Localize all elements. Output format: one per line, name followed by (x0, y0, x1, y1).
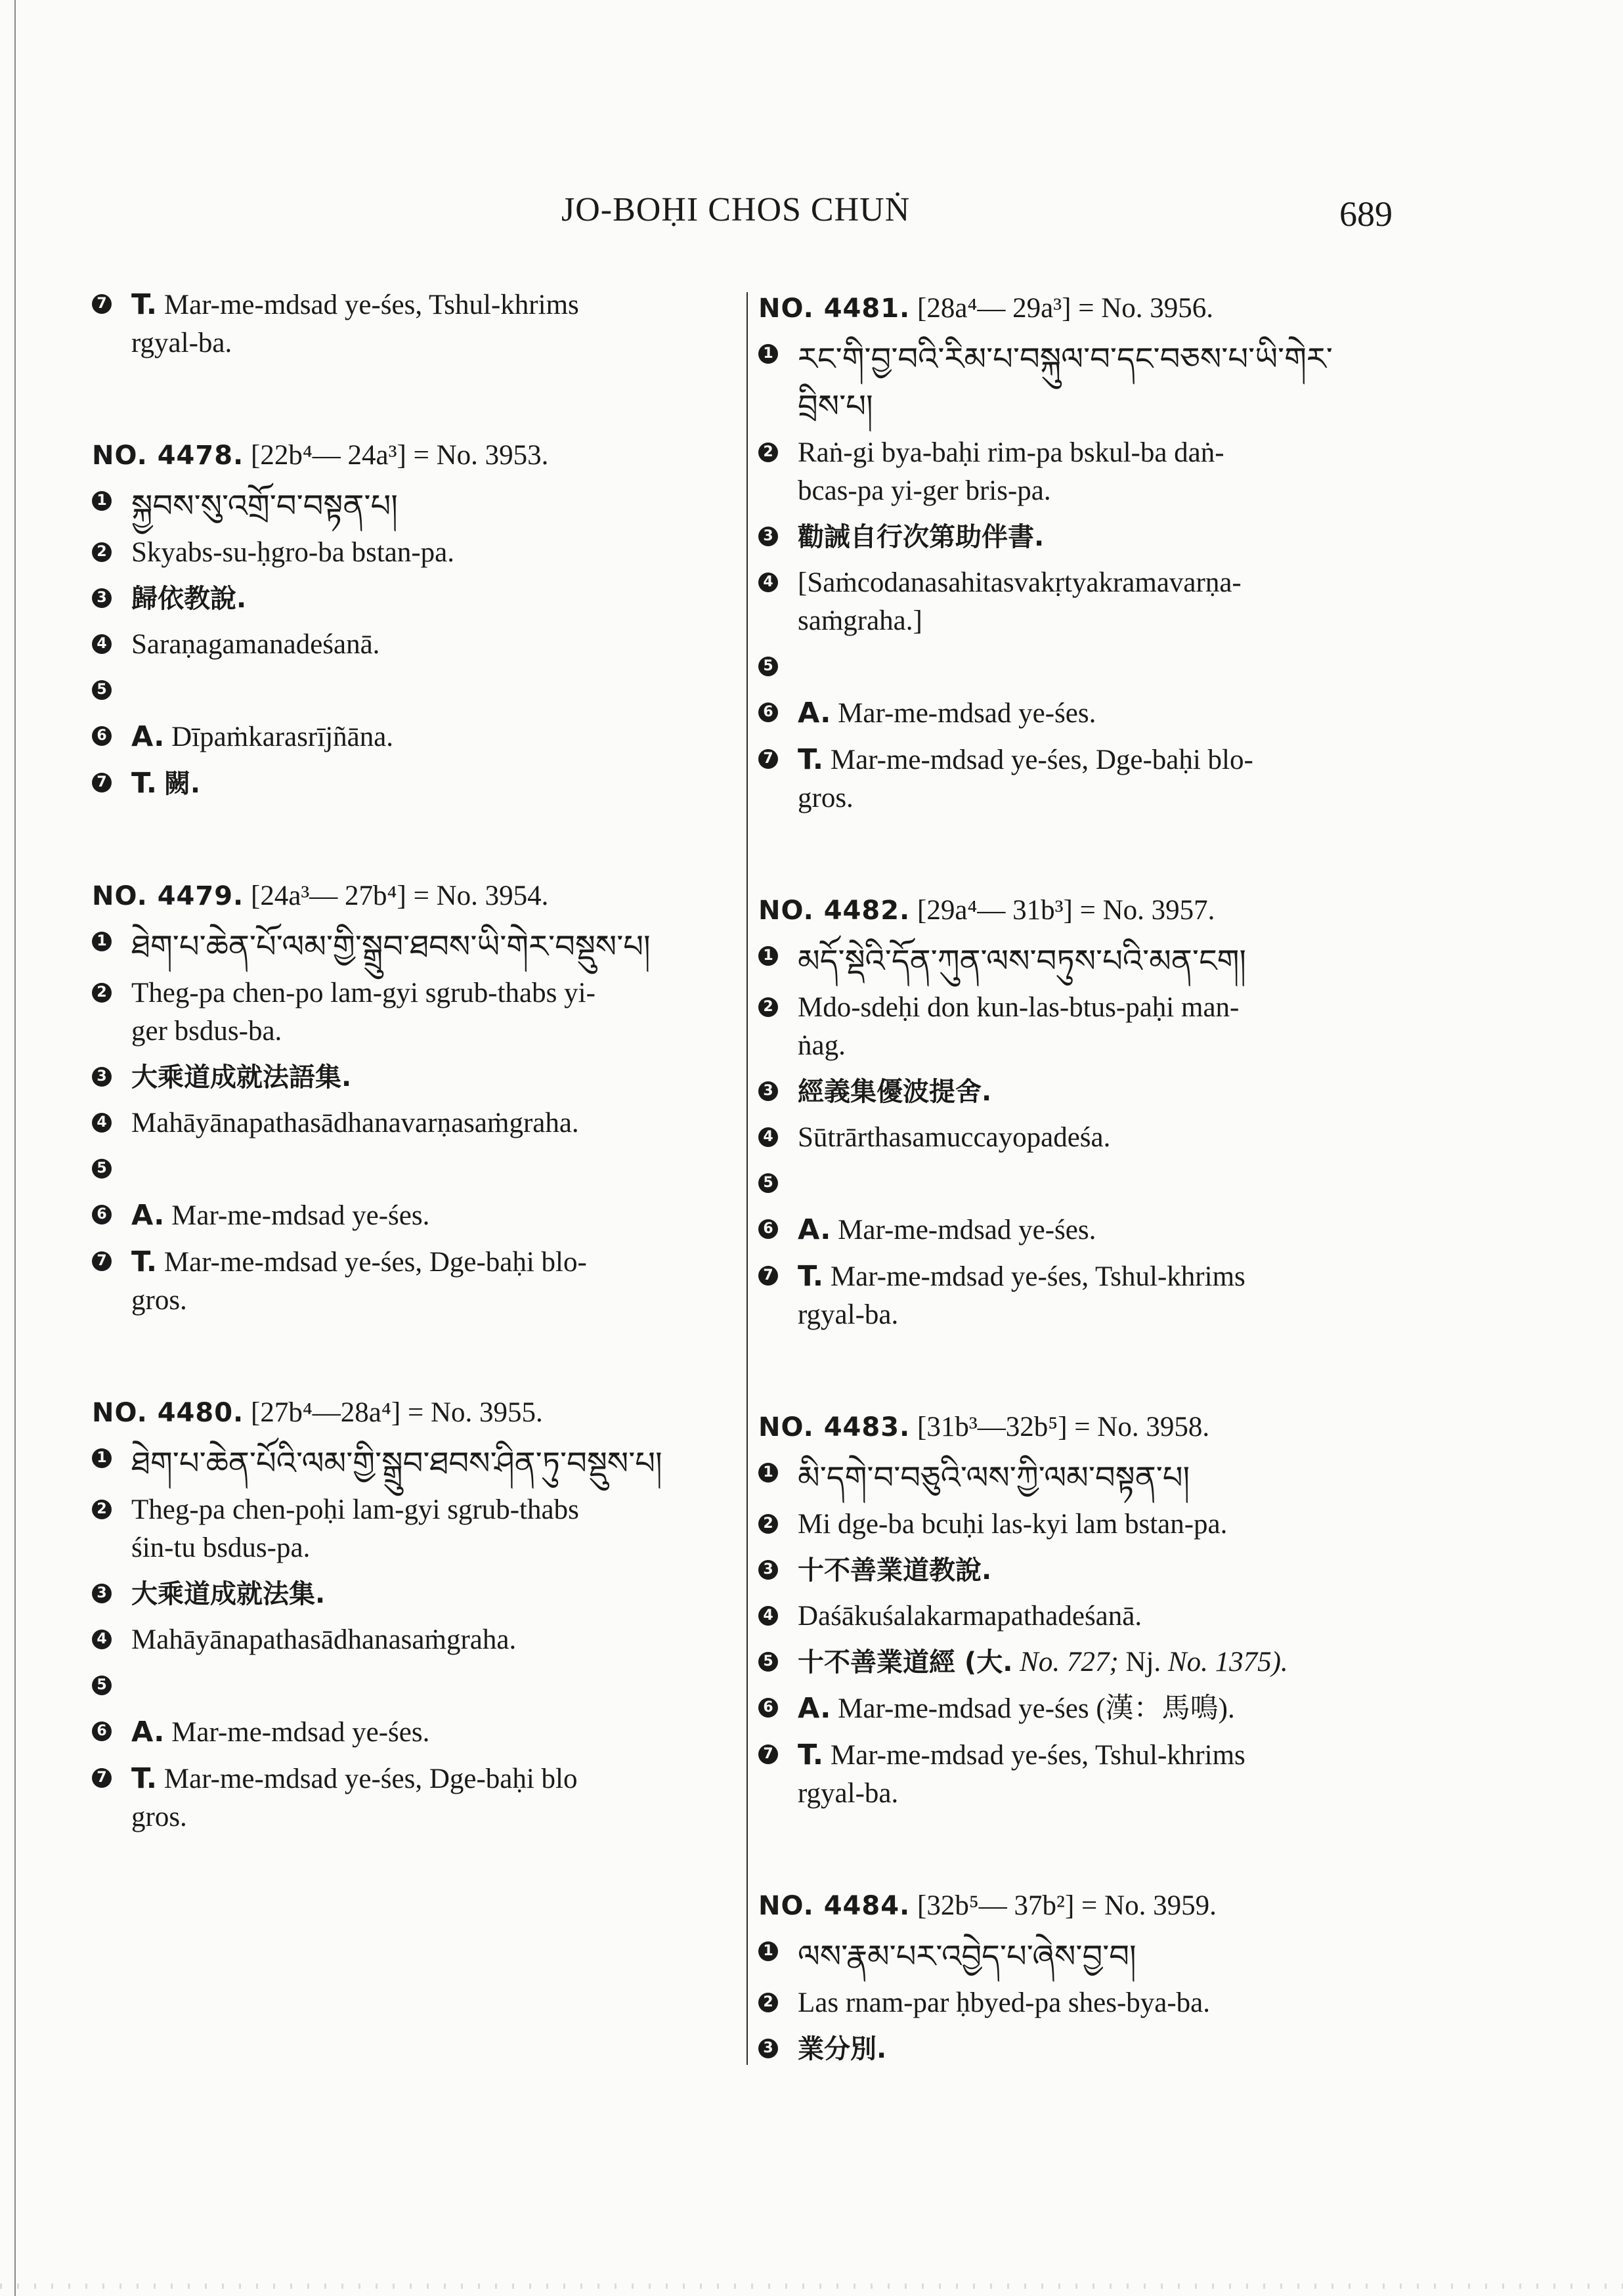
field-number-badge: 7 (92, 1251, 112, 1271)
field-number-badge: 6 (92, 726, 112, 746)
chinese-title: 大乘道成就法語集. (131, 1062, 352, 1093)
entry-4478: NO. 4478. [22b⁴— 24a³] = No. 3953. 1 སྐྱབས་སུ་འགྲོ་བ་བསྟན་པ། 2 Skyabs-su-ḥgro-ba bstan-pa. 3 歸依教說. 4 Saraṇagamanadeśanā. 5 6 A. Dīpaṁkarasrījñāna. 7 T. 闕. (92, 433, 748, 803)
field-number-badge: 3 (758, 1081, 778, 1101)
running-title: JO-BOḤI CHOS CHUṄ (561, 191, 911, 228)
tibetan-title: མི་དགེ་བ་བཅུའི་ལས་ཀྱི་ལམ་བསྟན་པ། (798, 1460, 1190, 1496)
field-7: 7 T. Mar-me-mdsad ye-śes, Tshul-khrims rgyal-ba. (92, 286, 748, 362)
field-number-badge: 4 (92, 1630, 112, 1649)
field-number-badge: 6 (758, 1698, 778, 1718)
transliteration: Mi dge-ba bcuḥi las-kyi lam bstan-pa. (798, 1509, 1228, 1540)
field-number-badge: 7 (92, 1768, 112, 1788)
page-edge-rule (14, 0, 16, 2296)
chinese-title: 十不善業道教說. (798, 1555, 992, 1586)
translator: Mar-me-mdsad ye-śes, Dge-baḥi blo (163, 1764, 578, 1794)
field-number-badge: 3 (758, 1560, 778, 1580)
field-number-badge: 7 (758, 749, 778, 769)
field-number-badge: 3 (758, 527, 778, 546)
field-number-badge: 6 (758, 703, 778, 722)
field-number-badge: 2 (758, 1993, 778, 2012)
sanskrit-title: Saraṇagamanadeśanā. (131, 629, 380, 660)
field-number-badge: 1 (758, 344, 778, 364)
scan-noise (0, 2284, 1623, 2289)
author: Mar-me-mdsad ye-śes (漢：馬鳴). (838, 1693, 1235, 1724)
entry-4479: NO. 4479. [24a³— 27b⁴] = No. 3954. 1 ཐེག་པ་ཆེན་པོ་ལམ་གྱི་སྒྲུབ་ཐབས་ཡི་གེར་བསྡུས་པ། 2 Theg-pa chen-po lam-gyi sgrub-thabs yi- ger bsdus-ba. 3 大乘道成就法語集. 4 Mahāyānapathasādhanavarṇasaṁgraha. 5 6 A. Mar-me-mdsad ye-śes. 7 T. Mar-me-mdsad ye-śes, Dge-baḥi blo- gros. (92, 873, 748, 1320)
chinese-title: 經義集優波提舍. (798, 1077, 992, 1107)
right-column (758, 286, 1421, 2076)
field-number-badge: 4 (92, 634, 112, 654)
field-number-badge: 2 (758, 997, 778, 1017)
entry-number: NO. 4484. (758, 1891, 911, 1921)
field-number-badge: 2 (758, 443, 778, 462)
entry-4482: NO. 4482. [29a⁴— 31b³] = No. 3957. 1 མདོ་སྡེའི་དོན་ཀུན་ལས་བཏུས་པའི་མན་ངག། 2 Mdo-sdeḥi don kun-las-btus-paḥi man- ṅag. 3 經義集優波提舍. 4 Sūtrārthasamuccayopadeśa. 5 6 A. Mar-me-mdsad ye-śes. 7 T. Mar-me-mdsad ye-śes, Tshul-khrims rgyal-ba. (758, 888, 1421, 1334)
chinese-title: 歸依教說. (131, 584, 247, 614)
page-header (0, 190, 1623, 243)
field-number-badge: 5 (758, 1652, 778, 1672)
author: Dīpaṁkarasrījñāna. (171, 722, 394, 752)
sanskrit-title: Mahāyānapathasādhanavarṇasaṁgraha. (131, 1108, 579, 1138)
entry-number: NO. 4480. (92, 1398, 244, 1428)
entry-ref: [29a⁴— 31b³] = No. 3957. (917, 895, 1215, 926)
field-number-badge: 1 (92, 932, 112, 951)
entry-ref: [28a⁴— 29a³] = No. 3956. (917, 293, 1213, 324)
field-number-badge: 1 (758, 1941, 778, 1961)
left-column (92, 286, 748, 1844)
tibetan-title: ཐེག་པ་ཆེན་པོ་ལམ་གྱི་སྒྲུབ་ཐབས་ཡི་གེར་བསྡུས་པ། (131, 928, 651, 965)
translator: Mar-me-mdsad ye-śes, Dge-baḥi blo- (163, 1247, 587, 1278)
translator: Mar-me-mdsad ye-śes, Tshul-khrims (830, 1261, 1245, 1292)
author: Mar-me-mdsad ye-śes. (171, 1717, 430, 1748)
entry-ref: [22b⁴— 24a³] = No. 3953. (251, 440, 549, 471)
tibetan-title: རང་གི་བྱ་བའི་རིམ་པ་བསྐུལ་བ་དང་བཅས་པ་ཡི་གེར་བྲིས་པ། (798, 341, 1333, 425)
page-number: 689 (1339, 194, 1393, 234)
entry-4480: NO. 4480. [27b⁴—28a⁴] = No. 3955. 1 ཐེག་པ་ཆེན་པོའི་ལམ་གྱི་སྒྲུབ་ཐབས་ཤིན་ཏུ་བསྡུས་པ། 2 Theg-pa chen-poḥi lam-gyi sgrub-thabs śin-tu bsdus-pa. 3 大乘道成就法集. 4 Mahāyānapathasādhanasaṁgraha. 5 6 A. Mar-me-mdsad ye-śes. 7 T. Mar-me-mdsad ye-śes, Dge-baḥi blo gros. (92, 1390, 748, 1836)
author: Mar-me-mdsad ye-śes. (838, 698, 1096, 729)
field-number-badge: 4 (758, 573, 778, 592)
entry-4483: NO. 4483. [31b³—32b⁵] = No. 3958. 1 མི་དགེ་བ་བཅུའི་ལས་ཀྱི་ལམ་བསྟན་པ། 2 Mi dge-ba bcuḥi las-kyi lam bstan-pa. 3 十不善業道教說. 4 Daśākuśalakarmapathadeśanā. 5 十不善業道經 (大. No. 727; Nj. No. 1375). 6 A. Mar-me-mdsad ye-śes (漢：馬鳴). 7 T. Mar-me-mdsad ye-śes, Tshul-khrims rgyal-ba. (758, 1404, 1421, 1813)
field-number-badge: 1 (758, 1463, 778, 1483)
field-number-badge: 5 (92, 1676, 112, 1695)
field-number-badge: 5 (758, 1173, 778, 1193)
entry-ref: [24a³— 27b⁴] = No. 3954. (251, 880, 549, 911)
field-number-badge: 3 (758, 2039, 778, 2058)
field-number-badge: 3 (92, 1584, 112, 1603)
field-number-badge: 7 (92, 773, 112, 792)
field-number-badge: 5 (92, 1159, 112, 1179)
translator: Mar-me-mdsad ye-śes, Tshul-khrims (830, 1740, 1245, 1771)
field-number-badge: 4 (758, 1127, 778, 1147)
tibetan-title: སྐྱབས་སུ་འགྲོ་བ་བསྟན་པ། (131, 488, 398, 525)
chinese-title: 業分別. (798, 2034, 887, 2064)
tibetan-title: མདོ་སྡེའི་དོན་ཀུན་ལས་བཏུས་པའི་མན་ངག། (798, 943, 1247, 980)
author: Mar-me-mdsad ye-śes. (838, 1215, 1096, 1245)
tibetan-title: ལས་རྣམ་པར་འབྱེད་པ་ཞེས་བྱ་བ། (798, 1938, 1136, 1975)
field-number-badge: 1 (92, 491, 112, 511)
field-number-badge: 6 (92, 1205, 112, 1224)
field-number-badge: 3 (92, 588, 112, 608)
parallel-texts: 十不善業道經 (大. No. 727; Nj. No. 1375). (798, 1647, 1288, 1678)
sanskrit-title: Mahāyānapathasādhanasaṁgraha. (131, 1624, 517, 1655)
field-number-badge: 7 (92, 294, 112, 314)
sanskrit-title: Daśākuśalakarmapathadeśanā. (798, 1601, 1142, 1632)
entry-4481: NO. 4481. [28a⁴— 29a³] = No. 3956. 1 རང་གི་བྱ་བའི་རིམ་པ་བསྐུལ་བ་དང་བཅས་པ་ཡི་གེར་བྲིས་པ། 2 Raṅ-gi bya-baḥi rim-pa bskul-ba daṅ- bcas-pa yi-ger bris-pa. 3 勸誡自行次第助伴書. 4 [Saṁcodanasahitasvakṛtyakramavarṇa- saṁgraha.] 5 6 A. Mar-me-mdsad ye-śes. 7 T. Mar-me-mdsad ye-śes, Dge-baḥi blo- gros. (758, 286, 1421, 817)
entry-number: NO. 4481. (758, 293, 911, 324)
entry-ref: [31b³—32b⁵] = No. 3958. (917, 1412, 1210, 1442)
field-number-badge: 2 (92, 1500, 112, 1519)
field-number-badge: 4 (92, 1113, 112, 1133)
chinese-title: 大乘道成就法集. (131, 1579, 326, 1609)
field-number-badge: 3 (92, 1067, 112, 1087)
field-number-badge: 7 (758, 1266, 778, 1286)
entry-number: NO. 4478. (92, 441, 244, 471)
field-number-badge: 1 (92, 1448, 112, 1468)
transliteration: Skyabs-su-ḥgro-ba bstan-pa. (131, 537, 455, 568)
entry-4484 (758, 1883, 1421, 2068)
entry-ref: [32b⁵— 37b²] = No. 3959. (917, 1890, 1217, 1921)
translator: Mar-me-mdsad ye-śes, Dge-baḥi blo- (830, 745, 1253, 775)
entry-number: NO. 4482. (758, 896, 911, 926)
field-number-badge: 1 (758, 946, 778, 966)
field-number-badge: 2 (92, 542, 112, 562)
field-number-badge: 7 (758, 1744, 778, 1764)
field-number-badge: 6 (758, 1219, 778, 1239)
sanskrit-title: Sūtrārthasamuccayopadeśa. (798, 1122, 1111, 1153)
entry-number: NO. 4479. (92, 881, 244, 911)
author: Mar-me-mdsad ye-śes. (171, 1200, 430, 1231)
entry-ref: [27b⁴—28a⁴] = No. 3955. (251, 1397, 543, 1428)
field-number-badge: 2 (92, 983, 112, 1003)
transliteration: Las rnam-par ḥbyed-pa shes-bya-ba. (798, 1987, 1211, 2018)
field-number-badge: 6 (92, 1722, 112, 1741)
tibetan-title: ཐེག་པ་ཆེན་པོའི་ལམ་གྱི་སྒྲུབ་ཐབས་ཤིན་ཏུ་བསྡུས་པ། (131, 1445, 662, 1482)
field-number-badge: 4 (758, 1606, 778, 1626)
chinese-title: 勸誡自行次第助伴書. (798, 522, 1045, 552)
entry-number: NO. 4483. (758, 1412, 911, 1442)
field-number-badge: 2 (758, 1514, 778, 1534)
translator: 闕. (163, 769, 201, 799)
field-number-badge: 5 (92, 680, 112, 700)
field-number-badge: 5 (758, 657, 778, 676)
